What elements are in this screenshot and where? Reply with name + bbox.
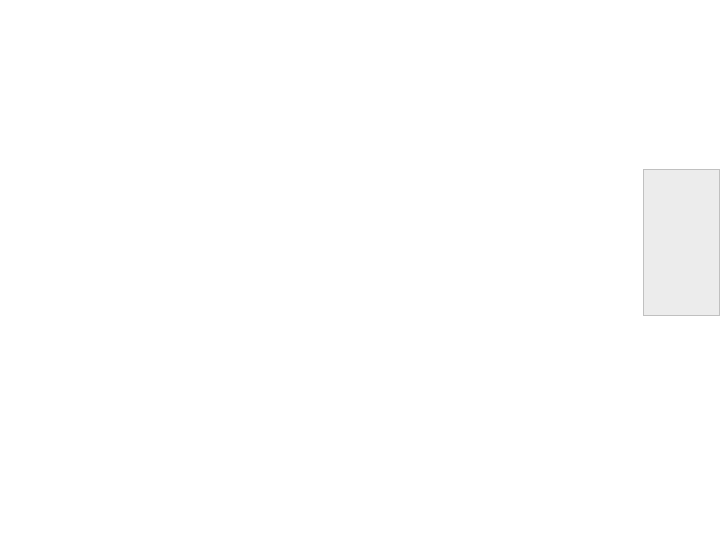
character-list-panel — [643, 169, 720, 316]
